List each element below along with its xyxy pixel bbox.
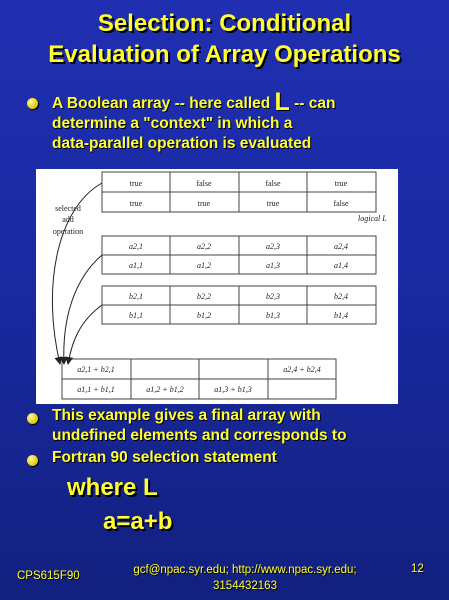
L-cell: false [333, 199, 349, 208]
bullet-3-icon [27, 455, 38, 466]
result-cell: a2,4 + b2,4 [283, 365, 321, 374]
selection-figure [36, 169, 398, 404]
a-cell: a1,2 [197, 261, 211, 270]
slide-title [0, 8, 449, 70]
a-cell: a2,3 [266, 242, 280, 251]
bullet-1-suffix: -- can [289, 95, 336, 112]
footer-contact-line-1: gcf@npac.syr.edu; http://www.npac.syr.edu; [133, 564, 357, 576]
logical-L-label: logical L [358, 214, 387, 223]
b-cell: b2,2 [197, 292, 211, 301]
L-cell: true [129, 199, 143, 208]
a-cell: a1,3 [266, 261, 280, 270]
figure-svg [36, 169, 398, 404]
bullet-2 [52, 406, 432, 446]
bullet-1-L: L [274, 88, 290, 116]
bullet-1 [52, 88, 432, 154]
bullet-2-line-1: This example gives a final array with [52, 407, 321, 424]
array-b [102, 286, 376, 324]
bullet-3-line-1: Fortran 90 selection statement [52, 449, 277, 466]
L-cell: true [197, 199, 211, 208]
a-cell: a2,2 [197, 242, 211, 251]
bullet-2-icon [27, 413, 38, 424]
bullet-1-line-2: determine a "context" in which a [52, 115, 293, 132]
bullet-3 [52, 448, 432, 468]
a-cell: a1,1 [129, 261, 143, 270]
bullet-1-icon [27, 98, 38, 109]
footer-contact-line-2: 3154432163 [213, 580, 277, 592]
a-cell: a2,1 [129, 242, 143, 251]
title-line-1: Selection: Conditional [97, 10, 352, 37]
title-line-2: Evaluation of Array Operations [48, 41, 401, 68]
footer-contact [100, 562, 390, 594]
b-cell: b1,3 [266, 311, 280, 320]
L-cell: false [265, 179, 281, 188]
annotation-line-3: operation [52, 227, 84, 236]
code-line-1: where L [67, 474, 158, 501]
annotation-line-1: selected [55, 204, 81, 213]
footer-course: CPS615F90 [17, 570, 80, 582]
a-cell: a1,4 [334, 261, 348, 270]
b-cell: b1,1 [129, 311, 143, 320]
code-line-2: a=a+b [103, 508, 173, 535]
bullet-1-line-1 [52, 88, 432, 116]
array-a [102, 236, 376, 274]
L-cell: true [334, 179, 348, 188]
bullet-2-line-2: undefined elements and corresponds to [52, 427, 347, 444]
annotation-line-2: add [62, 215, 74, 224]
result-cell: a1,1 + b1,1 [77, 385, 115, 394]
arrow-from-b [68, 305, 102, 364]
L-cell: true [129, 179, 143, 188]
logical-array-L [102, 172, 376, 212]
L-cell: true [266, 199, 280, 208]
result-array [62, 359, 336, 399]
b-cell: b2,3 [266, 292, 280, 301]
b-cell: b1,2 [197, 311, 211, 320]
page-number: 12 [411, 563, 424, 575]
result-cell: a1,2 + b1,2 [146, 385, 184, 394]
b-cell: b2,1 [129, 292, 143, 301]
result-cell: a2,1 + b2,1 [77, 365, 115, 374]
bullet-1-line-3: data-parallel operation is evaluated [52, 135, 312, 152]
bullet-1-prefix: A Boolean array -- here called [52, 95, 275, 112]
a-cell: a2,4 [334, 242, 348, 251]
b-cell: b1,4 [334, 311, 348, 320]
b-cell: b2,4 [334, 292, 348, 301]
L-cell: false [196, 179, 212, 188]
result-cell: a1,3 + b1,3 [214, 385, 252, 394]
